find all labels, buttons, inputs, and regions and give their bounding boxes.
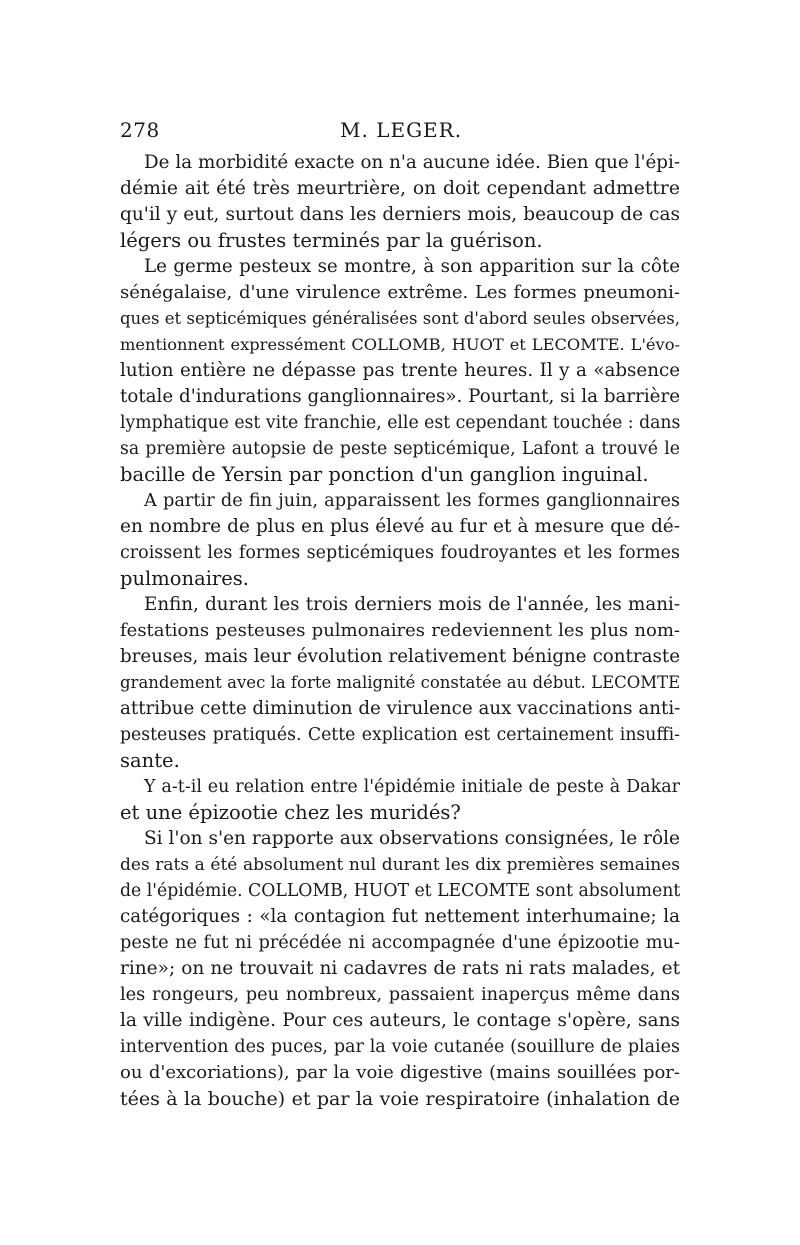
text-line: tées à la bouche) et par la voie respiratoire (inhalation de	[120, 1088, 680, 1110]
text-line: la ville indigène. Pour ces auteurs, le contage s'opère, sans	[120, 1010, 680, 1031]
text-line: totale d'indurations ganglionnaires». Pourtant, si la barrière	[120, 386, 680, 407]
text-line: ou d'excoriations), par la voie digestive (mains souillées por-	[120, 1062, 680, 1083]
text-line: de l'épidémie. COLLOMB, HUOT et LECOMTE sont absolument	[120, 881, 680, 901]
text-line: catégoriques : «la contagion fut nettement interhumaine; la	[120, 906, 680, 927]
text-line: Y a-t-il eu relation entre l'épidémie initiale de peste à Dakar	[144, 777, 680, 797]
text-line: les rongeurs, peu nombreux, passaient inaperçus même dans	[120, 985, 680, 1005]
text-line: peste ne fut ni précédée ni accompagnée d'une épizootie mu-	[120, 933, 680, 953]
text-line: attribue cette diminution de virulence aux vaccinations anti-	[120, 698, 680, 719]
text-line: pesteuses pratiqués. Cette explication est certainement insuffi-	[120, 725, 680, 745]
text-line: ques et septicémiques généralisées sont d'abord seules observées,	[120, 309, 680, 328]
text-line: breuses, mais leur évolution relativement bénigne contraste	[120, 646, 680, 667]
text-line: Si l'on s'en rapporte aux observations consignées, le rôle	[144, 828, 680, 849]
text-line: lution entière ne dépasse pas trente heures. Il y a «absence	[120, 360, 680, 381]
text-line: sante.	[120, 749, 180, 772]
text-line: des rats a été absolument nul durant les dix premières semaines	[120, 855, 680, 875]
text-line: sa première autopsie de peste septicémique, Lafont a trouvé le	[120, 439, 680, 459]
text-line: Le germe pesteux se montre, à son apparition sur la côte	[144, 256, 680, 277]
text-line: croissent les formes septicémiques foudroyantes et les formes	[120, 543, 680, 563]
text-line: lymphatique est vite franchie, elle est cependant touchée : dans	[120, 413, 680, 433]
text-line: et une épizootie chez les muridés?	[120, 801, 461, 824]
text-line: en nombre de plus en plus élevé au fur et à mesure que dé-	[120, 516, 680, 537]
text-line: grandement avec la forte malignité constatée au début. LECOMTE	[120, 673, 680, 692]
text-line: bacille de Yersin par ponction d'un ganglion inguinal.	[120, 463, 649, 486]
page-header	[120, 118, 680, 144]
text-line: pulmonaires.	[120, 567, 249, 590]
text-line: festations pesteuses pulmonaires redeviennent les plus nom-	[120, 620, 680, 641]
page-number: 278	[120, 118, 160, 142]
text-line: intervention des puces, par la voie cutanée (souillure de plaies	[120, 1037, 680, 1057]
text-line: rine»; on ne trouvait ni cadavres de rats ni rats malades, et	[120, 958, 680, 979]
text-line: Enfin, durant les trois derniers mois de l'année, les mani-	[144, 594, 680, 615]
text-line: démie ait été très meurtrière, on doit cependant admettre	[120, 178, 680, 199]
text-line: légers ou frustes terminés par la guérison.	[120, 229, 543, 252]
text-line: mentionnent expressément COLLOMB, HUOT et LECOMTE. L'évo-	[120, 335, 680, 354]
body-text	[120, 150, 680, 1112]
text-line: A partir de fin juin, apparaissent les formes ganglionnaires	[144, 491, 680, 511]
text-line: qu'il y eut, surtout dans les derniers mois, beaucoup de cas	[120, 204, 680, 225]
text-line: De la morbidité exacte on n'a aucune idée. Bien que l'épi-	[144, 152, 680, 173]
running-head: M. LEGER.	[340, 118, 463, 142]
text-line: sénégalaise, d'une virulence extrême. Les formes pneumoni-	[120, 282, 680, 303]
